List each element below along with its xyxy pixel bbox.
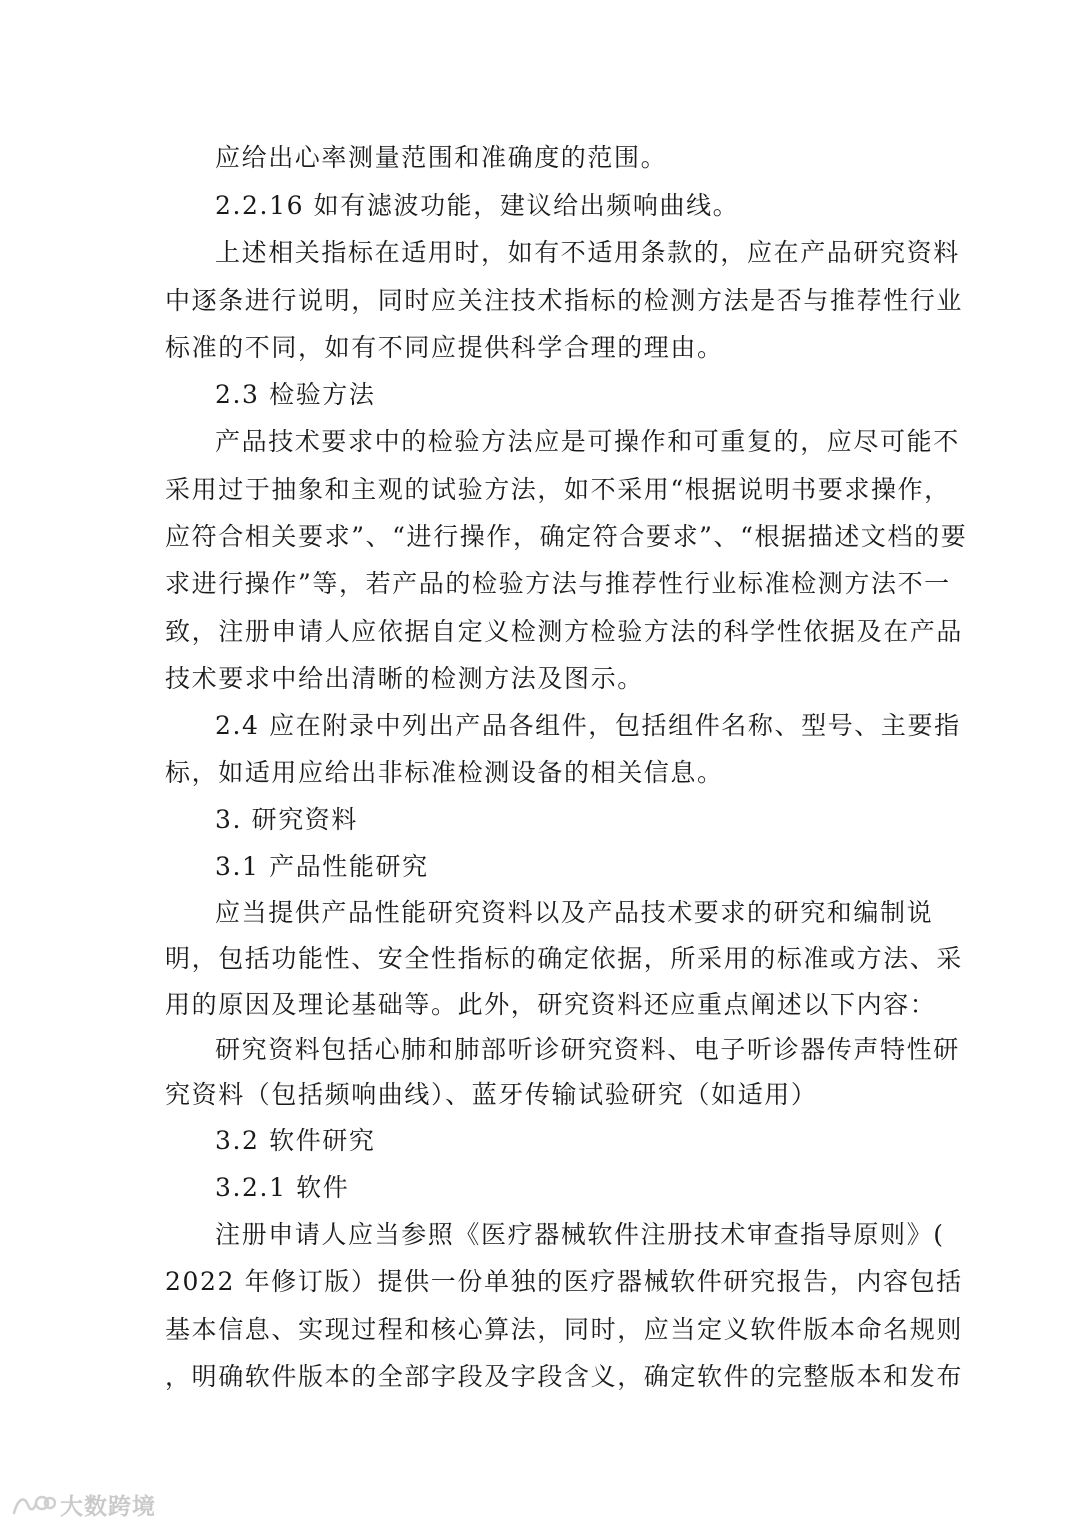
watermark — [10, 1487, 156, 1521]
text-line: 基本信息、实现过程和核心算法，同时，应当定义软件版本命名规则 — [165, 1315, 964, 1344]
text-line: 研究资料包括心肺和肺部听诊研究资料、电子听诊器传声特性研 — [215, 1035, 960, 1064]
text-line: 标，如适用应给出非标准检测设备的相关信息。 — [165, 758, 724, 787]
text-line: 技术要求中给出清晰的检测方法及图示。 — [165, 664, 644, 693]
section-heading: 3. 研究资料 — [215, 805, 358, 834]
text-line: 上述相关指标在适用时，如有不适用条款的，应在产品研究资料 — [215, 238, 960, 267]
text-line: 2.2.16 如有滤波功能，建议给出频响曲线。 — [215, 191, 740, 220]
text-line: 产品技术要求中的检验方法应是可操作和可重复的，应尽可能不 — [215, 427, 960, 456]
text-line: 明，包括功能性、安全性指标的确定依据，所采用的标准或方法、采 — [165, 944, 964, 973]
text-line: 应给出心率测量范围和准确度的范围。 — [215, 143, 668, 172]
text-line: 应符合相关要求”、“进行操作，确定符合要求”、“根据描述文档的要 — [165, 522, 968, 551]
watermark-text: 大数跨境 — [60, 1493, 156, 1520]
section-heading: 3.2 软件研究 — [215, 1126, 376, 1155]
section-heading: 3.1 产品性能研究 — [215, 852, 429, 881]
text-line: 2022 年修订版）提供一份单独的医疗器械软件研究报告，内容包括 — [165, 1267, 963, 1296]
text-line: 应当提供产品性能研究资料以及产品技术要求的研究和编制说 — [215, 898, 934, 927]
text-line: 求进行操作”等，若产品的检验方法与推荐性行业标准检测方法不一 — [165, 569, 951, 598]
text-line: 标准的不同，如有不同应提供科学合理的理由。 — [165, 333, 724, 362]
text-line: 注册申请人应当参照《医疗器械软件注册技术审查指导原则》( — [215, 1220, 945, 1249]
text-line: 用的原因及理论基础等。此外，研究资料还应重点阐述以下内容： — [165, 990, 937, 1019]
logo-icon — [10, 1489, 56, 1519]
text-line: 采用过于抽象和主观的试验方法，如不采用“根据说明书要求操作， — [165, 475, 951, 504]
section-heading: 3.2.1 软件 — [215, 1173, 350, 1202]
text-line: 中逐条进行说明，同时应关注技术指标的检测方法是否与推荐性行业 — [165, 286, 964, 315]
text-line: 2.4 应在附录中列出产品各组件，包括组件名称、型号、主要指 — [215, 711, 961, 740]
text-line: 究资料（包括频响曲线）、蓝牙传输试验研究（如适用） — [165, 1080, 818, 1109]
text-line: ，明确软件版本的全部字段及字段含义，确定软件的完整版本和发布 — [165, 1362, 964, 1391]
section-heading: 2.3 检验方法 — [215, 380, 376, 409]
text-line: 致，注册申请人应依据自定义检测方检验方法的科学性依据及在产品 — [165, 617, 964, 646]
